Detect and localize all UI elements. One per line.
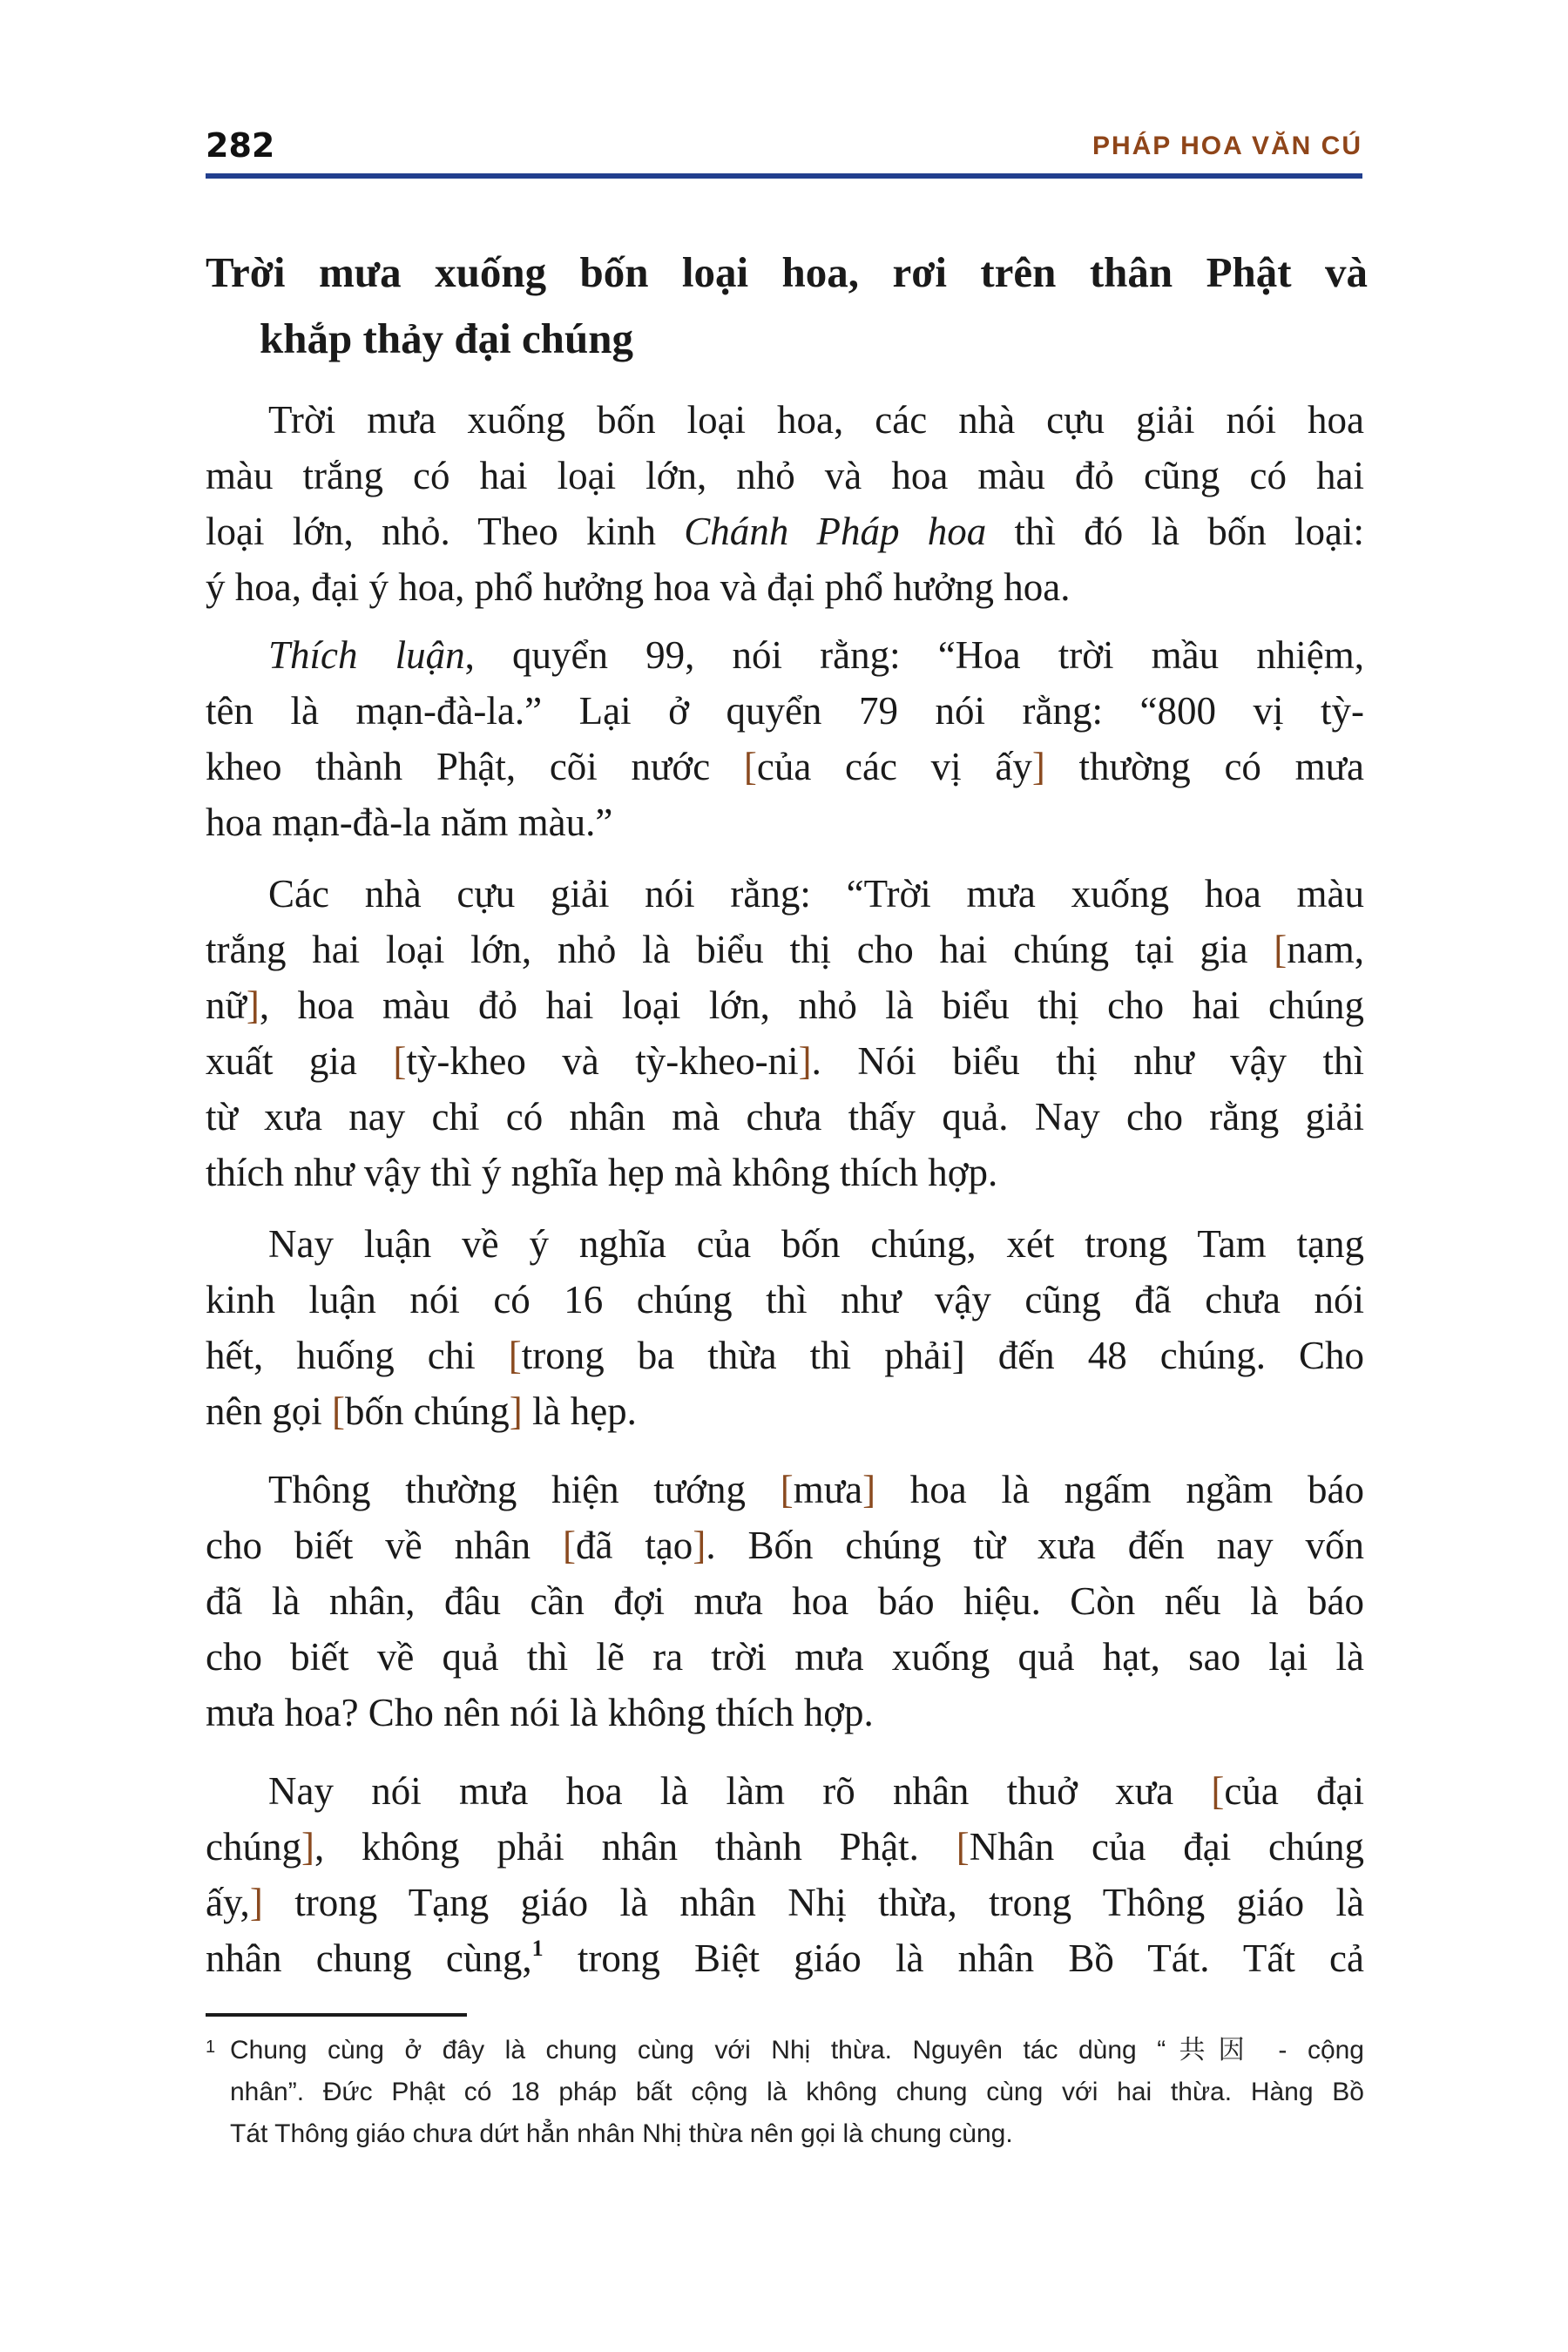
editorial-bracket: [ [562, 1524, 576, 1567]
footnote-line: Chung cùng ở đây là chung cùng với Nhị thừa. Nguyên tác dùng “共因 - cộng [230, 2036, 1364, 2065]
text-run: nên gọi [206, 1389, 332, 1433]
text-run: của các vị ấy [756, 745, 1032, 788]
text-run: cho biết về quả thì lẽ ra trời mưa xuống quả hạt, sao lại là [206, 1635, 1364, 1679]
text-run: mưa hoa? Cho nên nói là không thích hợp. [206, 1691, 874, 1734]
editorial-bracket: ] [246, 983, 260, 1027]
editorial-bracket: ] [509, 1389, 523, 1433]
text-line [206, 1517, 1364, 1573]
text-run: bốn chúng [344, 1389, 510, 1433]
footnote [206, 2030, 1364, 2155]
italic-title: Chánh Pháp hoa [684, 510, 987, 553]
editorial-bracket: ] [798, 1039, 812, 1083]
editorial-bracket: [ [508, 1334, 522, 1377]
body-text [206, 392, 1364, 1986]
text-line [206, 1145, 1364, 1200]
footnote-line: Tát Thông giáo chưa dứt hẳn nhân Nhị thừa nên gọi là chung cùng. [230, 2119, 1013, 2148]
editorial-bracket: ] [301, 1825, 314, 1869]
text-run: ấy, [206, 1881, 250, 1924]
text-run: kheo thành Phật, cõi nước [206, 745, 744, 788]
footnote-line: nhân”. Đức Phật có 18 pháp bất cộng là không chung cùng với hai thừa. Hàng Bồ [230, 2078, 1364, 2106]
text-run: hết, huống chi [206, 1334, 509, 1377]
running-title: PHÁP HOA VĂN CÚ [1092, 132, 1362, 160]
text-line [206, 627, 1364, 683]
text-run: kinh luận nói có 16 chúng thì như vậy cũng đã chưa nói [206, 1278, 1364, 1321]
text-line [206, 1819, 1364, 1875]
text-line [206, 448, 1364, 504]
text-run: Nay luận về ý nghĩa của bốn chúng, xét trong Tam tạng [268, 1222, 1364, 1266]
text-line [206, 559, 1364, 615]
text-run: tên là mạn-đà-la.” Lại ở quyển 79 nói rằng: “800 vị tỳ- [206, 689, 1364, 733]
editorial-bracket: ] [249, 1881, 263, 1924]
text-run: nam, [1287, 928, 1364, 971]
text-run: thích như vậy thì ý nghĩa hẹp mà không thích hợp. [206, 1151, 998, 1194]
text-run: mưa [793, 1468, 863, 1511]
text-run: . Bốn chúng từ xưa đến nay vốn [706, 1524, 1364, 1567]
text-run: từ xưa nay chỉ có nhân mà chưa thấy quả. Nay cho rằng giải [206, 1095, 1364, 1139]
editorial-bracket: [ [956, 1825, 970, 1869]
editorial-bracket: ] [862, 1468, 876, 1511]
text-line [206, 683, 1364, 739]
text-line [206, 794, 1364, 850]
editorial-bracket: ] [1031, 745, 1045, 788]
text-run: tỳ-kheo và tỳ-kheo-ni [406, 1039, 799, 1083]
text-line [206, 392, 1364, 448]
footnote-marker: 1 [206, 2038, 216, 2057]
footnote-rule [206, 2013, 467, 2017]
text-line [206, 1383, 1364, 1439]
paragraph [206, 866, 1364, 1200]
text-line [206, 1033, 1364, 1089]
paragraph [206, 1462, 1364, 1740]
text-run: , hoa màu đỏ hai loại lớn, nhỏ là biểu thị cho hai chúng [259, 983, 1364, 1027]
text-line [206, 866, 1364, 922]
heading-line: khắp thảy đại chúng [260, 314, 633, 362]
text-line [206, 1763, 1364, 1819]
paragraph [206, 1216, 1364, 1439]
text-run: trong Tạng giáo là nhân Nhị thừa, trong Thông giáo là [262, 1881, 1364, 1924]
text-run: là hẹp. [522, 1389, 637, 1433]
text-run: nhân chung cùng, [206, 1936, 532, 1980]
text-line [206, 1875, 1364, 1930]
text-line [206, 504, 1364, 559]
text-run: . Nói biểu thị như vậy thì [811, 1039, 1364, 1083]
text-run: Thông thường hiện tướng [268, 1468, 781, 1511]
footnote-reference: 1 [531, 1936, 544, 1961]
editorial-bracket: [ [331, 1389, 345, 1433]
editorial-bracket: ] [693, 1524, 706, 1567]
editorial-bracket: [ [393, 1039, 407, 1083]
text-line [206, 1328, 1364, 1383]
text-run: thường có mưa [1044, 745, 1364, 788]
text-line [206, 922, 1364, 977]
text-run: Các nhà cựu giải nói rằng: “Trời mưa xuống hoa màu [268, 872, 1364, 916]
text-run: màu trắng có hai loại lớn, nhỏ và hoa màu đỏ cũng có hai [206, 454, 1364, 497]
text-line [206, 1573, 1364, 1629]
text-run: đã tạo [575, 1524, 693, 1567]
editorial-bracket: [ [1274, 928, 1288, 971]
text-run: xuất gia [206, 1039, 394, 1083]
editorial-bracket: [ [1211, 1769, 1225, 1813]
section-heading [206, 240, 1368, 372]
italic-title: Thích luận [268, 633, 465, 677]
text-run: hoa là ngấm ngầm báo [875, 1468, 1364, 1511]
text-line [206, 977, 1364, 1033]
text-run: nữ [206, 983, 247, 1027]
paragraph [206, 392, 1364, 615]
text-run: cho biết về nhân [206, 1524, 563, 1567]
header-rule [206, 173, 1362, 179]
text-run: ý hoa, đại ý hoa, phổ hưởng hoa và đại phổ hưởng hoa. [206, 565, 1071, 609]
text-run: thì đó là bốn loại: [986, 510, 1364, 553]
text-run: trong Biệt giáo là nhân Bồ Tát. Tất cả [543, 1936, 1364, 1980]
text-run: Nhân của đại chúng [969, 1825, 1364, 1869]
text-run: chúng [206, 1825, 301, 1869]
text-line [206, 1462, 1364, 1517]
text-run: , không phải nhân thành Phật. [314, 1825, 956, 1869]
text-line [206, 739, 1364, 794]
text-line [206, 1930, 1364, 1986]
paragraph [206, 1763, 1364, 1986]
text-run: , quyển 99, nói rằng: “Hoa trời mầu nhiệm, [464, 633, 1364, 677]
text-run: của đại [1224, 1769, 1364, 1813]
text-run: hoa mạn-đà-la năm màu.” [206, 801, 613, 844]
text-line [206, 1272, 1364, 1328]
text-line [206, 1685, 1364, 1740]
text-run: đã là nhân, đâu cần đợi mưa hoa báo hiệu. Còn nếu là báo [206, 1579, 1364, 1623]
text-line [206, 1216, 1364, 1272]
editorial-bracket: [ [743, 745, 757, 788]
paragraph [206, 627, 1364, 850]
editorial-bracket: [ [780, 1468, 794, 1511]
text-run: Nay nói mưa hoa là làm rõ nhân thuở xưa [268, 1769, 1212, 1813]
text-run: trắng hai loại lớn, nhỏ là biểu thị cho hai chúng tại gia [206, 928, 1274, 971]
text-line [206, 1629, 1364, 1685]
page-number: 282 [206, 126, 275, 165]
heading-line: Trời mưa xuống bốn loại hoa, rơi trên thân Phật và [206, 248, 1368, 296]
text-run: trong ba thừa thì phải] đến 48 chúng. Cho [521, 1334, 1364, 1377]
text-run: Trời mưa xuống bốn loại hoa, các nhà cựu giải nói hoa [268, 398, 1364, 442]
text-run: loại lớn, nhỏ. Theo kinh [206, 510, 685, 553]
text-line [206, 1089, 1364, 1145]
